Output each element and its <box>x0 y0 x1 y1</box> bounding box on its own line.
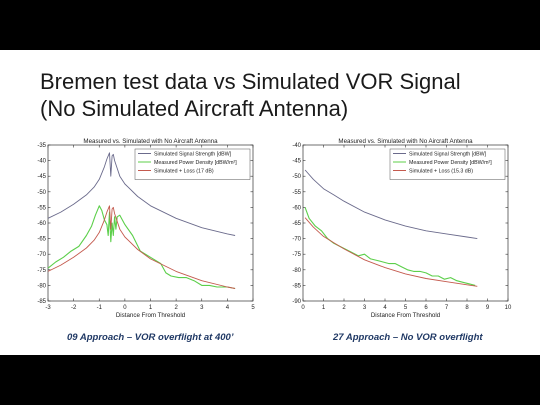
y-tick-label: -70 <box>37 252 46 259</box>
x-tick-label: 0 <box>123 305 127 311</box>
y-tick-label: -50 <box>292 174 301 181</box>
caption-09-approach: 09 Approach – VOR overflight at 400’ <box>67 332 234 343</box>
chart-09-approach <box>30 135 260 320</box>
y-tick-label: -65 <box>292 221 301 227</box>
x-axis-label: Distance From Threshold <box>370 312 441 319</box>
title-line-2: (No Simulated Aircraft Antenna) <box>40 96 349 121</box>
x-tick-label: -2 <box>70 305 77 311</box>
y-tick-label: -75 <box>37 267 46 274</box>
y-tick-label: -55 <box>37 205 46 212</box>
x-tick-label: 3 <box>200 305 204 311</box>
x-tick-label: 4 <box>225 305 230 311</box>
x-tick-label: 9 <box>485 305 490 311</box>
chart-title: Measured vs. Simulated with No Aircraft Antenna <box>338 138 473 145</box>
legend-entry: Measured Power Density [dBW/m²] <box>154 160 237 166</box>
y-tick-label: -45 <box>37 174 46 181</box>
x-tick-label: 1 <box>321 305 326 311</box>
x-tick-label: 5 <box>403 305 408 311</box>
slide <box>0 50 540 355</box>
y-tick-label: -85 <box>292 283 301 290</box>
chart-svg <box>30 135 260 320</box>
y-tick-label: -50 <box>37 189 46 196</box>
x-tick-label: 2 <box>342 305 346 311</box>
y-tick-label: -55 <box>292 189 301 196</box>
x-tick-label: 7 <box>444 305 449 311</box>
y-tick-label: -65 <box>37 236 46 243</box>
y-tick-label: -70 <box>292 236 301 243</box>
x-tick-label: 2 <box>174 305 178 311</box>
legend-entry: Simulated Signal Strength [dBW] <box>409 151 487 158</box>
y-tick-label: -40 <box>37 158 46 165</box>
legend-entry: Simulated + Loss (17 dB) <box>154 168 214 175</box>
x-tick-label: 8 <box>465 305 469 311</box>
title-line-1: Bremen test data vs Simulated VOR Signal <box>40 69 461 94</box>
y-tick-label: -40 <box>292 143 301 149</box>
y-tick-label: -60 <box>37 221 46 227</box>
y-tick-label: -45 <box>292 158 301 165</box>
x-tick-label: 5 <box>251 305 255 311</box>
y-tick-label: -35 <box>37 143 46 149</box>
legend-entry: Simulated + Loss (15.3 dB) <box>409 168 474 175</box>
chart-27-approach <box>285 135 515 320</box>
x-tick-label: 6 <box>424 305 428 311</box>
slide-title <box>40 68 520 122</box>
x-tick-label: -3 <box>45 305 51 311</box>
legend-entry: Simulated Signal Strength [dBW] <box>154 151 232 158</box>
y-tick-label: -75 <box>292 252 301 259</box>
y-tick-label: -80 <box>292 267 301 274</box>
y-tick-label: -90 <box>292 299 301 305</box>
chart-svg <box>285 135 515 320</box>
x-tick-label: 3 <box>362 305 367 311</box>
x-tick-label: 1 <box>148 305 153 311</box>
caption-27-approach: 27 Approach – No VOR overflight <box>333 332 483 343</box>
x-axis-label: Distance From Threshold <box>115 312 186 319</box>
x-tick-label: -1 <box>96 305 102 311</box>
y-tick-label: -85 <box>37 299 46 305</box>
legend-entry: Measured Power Density [dBW/m²] <box>409 160 492 166</box>
x-tick-label: 0 <box>301 305 305 311</box>
y-tick-label: -80 <box>37 283 46 290</box>
y-tick-label: -60 <box>292 205 301 212</box>
x-tick-label: 10 <box>504 305 512 311</box>
chart-title: Measured vs. Simulated with No Aircraft Antenna <box>83 138 218 145</box>
x-tick-label: 4 <box>383 305 387 311</box>
